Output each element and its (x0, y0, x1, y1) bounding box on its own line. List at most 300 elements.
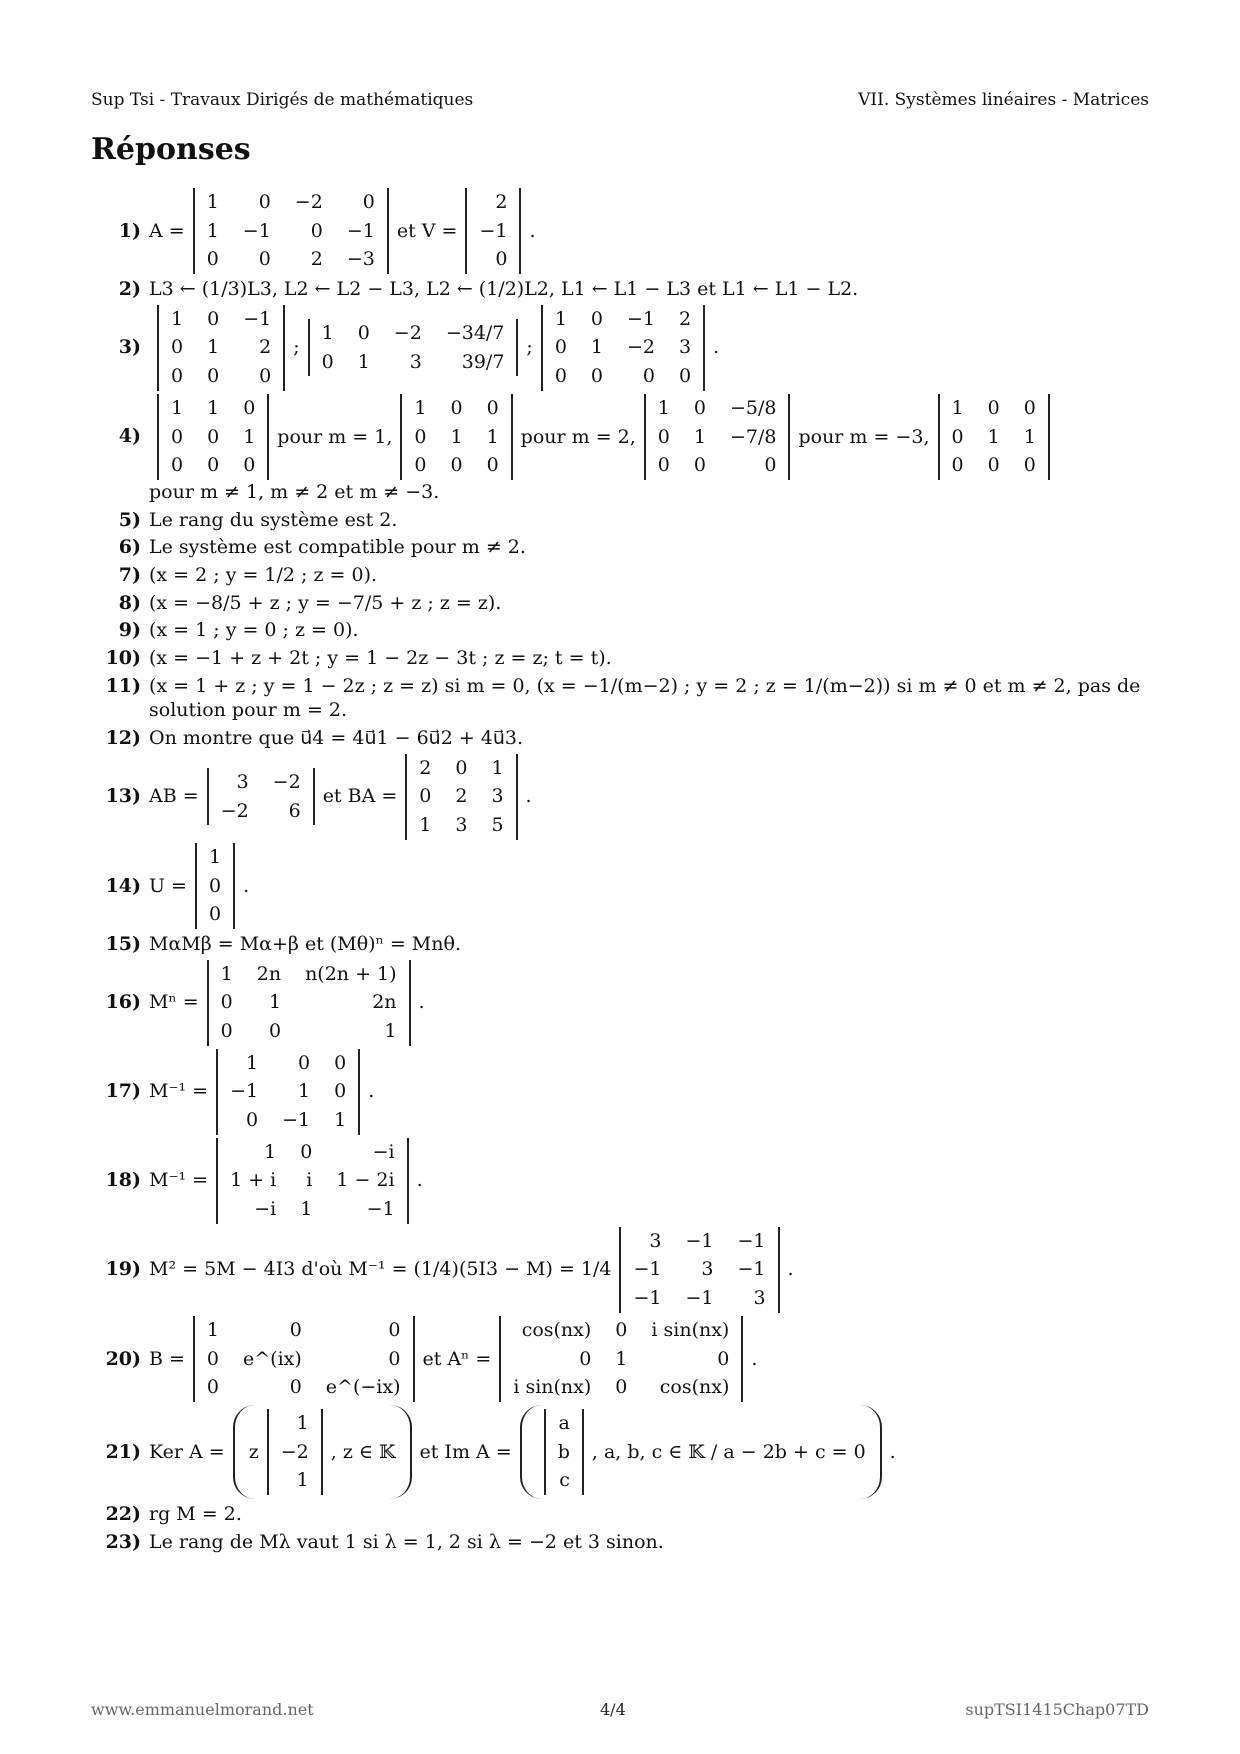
matrix-row (645, 394, 790, 423)
answer-13 (91, 754, 1149, 840)
matrix-cell: 0 (951, 425, 964, 448)
matrix-row (401, 394, 511, 423)
answer-23 (91, 1530, 1149, 1555)
answer-text: M² = 5M − 4I3 d'où M⁻¹ = (1/4)(5I3 − M) = 1/4 (149, 1258, 612, 1281)
footer-reference: supTSI1415Chap07TD (965, 1700, 1149, 1719)
matrix-cell: −1 (479, 219, 508, 242)
answer-number: 8) (118, 591, 141, 614)
matrix-row (268, 1438, 322, 1467)
matrix (499, 1316, 743, 1402)
matrix-cell: 0 (657, 454, 670, 477)
answer-number: 9) (118, 619, 141, 642)
matrix-cell: 1 (491, 756, 504, 779)
matrix-cell: 1 + i (230, 1169, 277, 1192)
matrix-row (217, 1166, 408, 1195)
matrix-cell: 0 (486, 396, 499, 419)
answer-7 (91, 563, 1149, 588)
matrix-cell: −1 (685, 1229, 714, 1252)
matrix-cell: 1 (554, 307, 567, 330)
matrix-row (466, 217, 520, 246)
answer-text: et Aⁿ = (422, 1347, 492, 1370)
matrix-row (939, 394, 1049, 423)
matrix-row (545, 1409, 583, 1438)
matrix-cell: −1 (242, 219, 271, 242)
answer-text: pour m ≠ 1, m ≠ 2 et m ≠ −3. (149, 480, 440, 503)
matrix (157, 305, 285, 391)
matrix (195, 843, 235, 929)
matrix-cell: 0 (206, 1376, 220, 1399)
matrix-cell: 0 (1023, 454, 1036, 477)
matrix-cell: −i (254, 1198, 277, 1221)
matrix-cell: 1 (419, 814, 432, 837)
matrix-cell: 3 (409, 350, 422, 373)
matrix-row (500, 1373, 742, 1402)
answer-14 (91, 843, 1149, 929)
matrix-cell: −1 (243, 307, 272, 330)
answer-number: 10) (105, 647, 141, 669)
matrix-cell: −34/7 (445, 322, 505, 345)
matrix-cell: 0 (362, 191, 375, 213)
answers-list (91, 185, 1149, 1557)
matrix-cell: 1 − 2i (336, 1169, 395, 1192)
answer-text: A = (149, 219, 185, 242)
matrix-row (545, 1466, 583, 1495)
answer-number: 21) (105, 1440, 141, 1463)
matrix-cell: −5/8 (729, 396, 777, 419)
answer-1 (91, 188, 1149, 274)
answer-text: et V = (396, 219, 458, 242)
matrix-cell: 1 (171, 307, 184, 330)
matrix-row (158, 423, 268, 452)
answer-text: , a, b, c ∈ 𝕂 / a − 2b + c = 0 (591, 1440, 866, 1463)
matrix-cell: 0 (951, 454, 964, 477)
answer-15 (91, 932, 1149, 957)
matrix-cell: 0 (495, 248, 508, 271)
matrix (405, 754, 517, 840)
matrix-cell: −2 (627, 336, 656, 359)
matrix-cell: −2 (294, 191, 323, 213)
answer-12 (91, 726, 1149, 751)
matrix-cell: 3 (236, 771, 249, 794)
matrix-cell: n(2n + 1) (305, 962, 397, 985)
answer-number: 13) (105, 785, 141, 808)
matrix-row (268, 1466, 322, 1495)
matrix-cell: 2 (310, 248, 323, 271)
set-brace (520, 1405, 882, 1499)
matrix-row (194, 245, 388, 274)
matrix-row (466, 245, 520, 274)
answer-11 (91, 674, 1149, 723)
matrix-row (406, 754, 516, 783)
matrix-cell: cos(nx) (659, 1376, 730, 1399)
matrix-cell: 1 (384, 1019, 397, 1042)
matrix-cell: a (558, 1411, 570, 1434)
matrix-cell: 0 (450, 454, 463, 477)
answer-text: et Im A = (419, 1440, 512, 1463)
matrix-cell: −2 (220, 799, 249, 822)
answer-text: . (243, 874, 250, 897)
answer-text: . (529, 219, 536, 242)
answer-text: (x = −8/5 + z ; y = −7/5 + z ; z = z). (149, 591, 502, 614)
matrix-cell: 3 (701, 1258, 714, 1281)
matrix-cell: 0 (289, 1318, 302, 1341)
matrix-row (466, 188, 520, 217)
matrix-cell: 1 (300, 1198, 313, 1221)
matrix-cell: 0 (987, 454, 1000, 477)
matrix-cell: i (306, 1169, 313, 1192)
answer-10 (91, 646, 1149, 671)
matrix-cell: 0 (657, 425, 670, 448)
answer-text: . (416, 1169, 423, 1192)
matrix-cell: −i (372, 1140, 395, 1163)
matrix-cell: 0 (334, 1051, 347, 1074)
matrix-cell: 0 (258, 248, 271, 271)
matrix-row (309, 319, 518, 348)
set-brace (233, 1405, 412, 1499)
matrix-cell: 0 (300, 1140, 313, 1163)
matrix-cell: 0 (590, 365, 603, 388)
matrix (193, 188, 389, 274)
answer-16 (91, 960, 1149, 1046)
matrix-cell: 0 (289, 1376, 302, 1399)
header-left: Sup Tsi - Travaux Dirigés de mathématiques (91, 90, 474, 110)
matrix-cell: e^(ix) (243, 1347, 302, 1370)
matrix (938, 394, 1050, 480)
matrix-cell: 0 (171, 454, 184, 477)
matrix-cell: 1 (590, 336, 603, 359)
answer-20 (91, 1316, 1149, 1402)
matrix-row (401, 451, 511, 480)
matrix (400, 394, 512, 480)
matrix-cell: 0 (486, 454, 499, 477)
matrix-row (194, 1373, 414, 1402)
matrix-row (500, 1316, 742, 1345)
matrix-cell: 0 (206, 1347, 220, 1370)
answer-number: 6) (118, 536, 141, 559)
matrix-cell: 0 (717, 1347, 730, 1370)
matrix-cell: 0 (455, 756, 468, 779)
matrix-cell: 0 (450, 396, 463, 419)
matrix-cell: −1 (346, 219, 375, 242)
answer-4 (91, 394, 1149, 505)
matrix-cell: b (557, 1440, 570, 1463)
matrix-cell: 1 (450, 425, 463, 448)
answer-text: B = (149, 1347, 185, 1370)
matrix (544, 1409, 584, 1495)
matrix-cell: 1 (693, 425, 706, 448)
answer-3 (91, 305, 1149, 391)
matrix-cell: 0 (388, 1318, 401, 1341)
answer-number: 17) (105, 1080, 141, 1103)
footer-website: www.emmanuelmorand.net (91, 1700, 314, 1719)
matrix-row (542, 305, 704, 334)
answer-text: rg M = 2. (149, 1502, 242, 1525)
answer-text: . (368, 1080, 375, 1103)
matrix-row (268, 1409, 322, 1438)
answer-text: M⁻¹ = (149, 1080, 209, 1103)
matrix-row (620, 1284, 778, 1313)
answer-22 (91, 1502, 1149, 1527)
matrix-cell: −1 (685, 1287, 714, 1310)
answer-6 (91, 535, 1149, 560)
answer-8 (91, 591, 1149, 616)
matrix-cell: −1 (282, 1109, 311, 1131)
matrix-row (645, 423, 790, 452)
matrix-cell: 0 (357, 322, 370, 345)
matrix-cell: 1 (206, 1318, 220, 1341)
page-number: 4/4 (600, 1700, 626, 1719)
matrix-row (208, 988, 410, 1017)
matrix-row (158, 394, 268, 423)
matrix-row (401, 423, 511, 452)
matrix (157, 394, 269, 480)
matrix-cell: i sin(nx) (651, 1318, 730, 1341)
matrix-cell: 1 (414, 396, 427, 419)
header-right: VII. Systèmes linéaires - Matrices (858, 90, 1149, 110)
matrix (216, 1138, 409, 1224)
answer-text: Le système est compatible pour m ≠ 2. (149, 536, 526, 559)
matrix-cell: 0 (207, 454, 220, 477)
matrix-cell: −1 (737, 1229, 766, 1252)
answer-text: . (751, 1347, 758, 1370)
matrix-cell: 0 (207, 307, 220, 330)
answer-number: 11) (105, 674, 141, 697)
matrix-cell: 3 (491, 785, 504, 808)
matrix-cell: 0 (764, 454, 777, 477)
matrix (541, 305, 705, 391)
answer-number: 12) (105, 727, 141, 750)
answer-text: . (889, 1440, 896, 1463)
matrix-cell: 0 (334, 1080, 347, 1103)
matrix-cell: 1 (357, 350, 370, 373)
matrix-cell: 0 (642, 365, 656, 388)
answer-text: . (418, 991, 425, 1014)
matrix-row (158, 305, 284, 334)
answer-text: Le rang de Mλ vaut 1 si λ = 1, 2 si λ = −2 et 3 sinon. (149, 1530, 664, 1553)
answer-text: pour m = −3, (798, 425, 930, 448)
matrix-cell: 1 (657, 396, 670, 419)
matrix-row (645, 451, 790, 480)
matrix-cell: 2 (419, 756, 432, 779)
matrix-cell: 39/7 (461, 350, 505, 373)
matrix-row (194, 1345, 414, 1374)
matrix-row (208, 1017, 410, 1046)
matrix-cell: 3 (753, 1287, 766, 1310)
matrix-row (939, 451, 1049, 480)
matrix-cell: 0 (220, 991, 233, 1014)
matrix-cell: 0 (615, 1318, 628, 1341)
answer-text: . (525, 785, 532, 808)
answer-number: 14) (105, 874, 141, 897)
matrix-cell: 0 (321, 350, 334, 373)
matrix-cell: 3 (455, 814, 468, 837)
answer-2 (91, 277, 1149, 302)
matrix-cell: 1 (615, 1347, 628, 1370)
matrix-cell: 0 (554, 336, 567, 359)
answer-18 (91, 1138, 1149, 1224)
answer-number: 4) (118, 424, 141, 447)
matrix-cell: 1 (268, 991, 282, 1014)
matrix-cell: 0 (388, 1347, 401, 1370)
matrix-cell: 1 (321, 322, 334, 345)
matrix (308, 319, 519, 376)
matrix (267, 1409, 323, 1495)
answer-text: MαMβ = Mα+β et (Mθ)ⁿ = Mnθ. (149, 932, 461, 955)
matrix-cell: 0 (207, 425, 220, 448)
matrix-cell: 0 (310, 219, 323, 242)
matrix-cell: 0 (298, 1051, 311, 1074)
matrix (465, 188, 521, 274)
matrix-cell: 0 (419, 785, 432, 808)
matrix-row (406, 782, 516, 811)
answer-text: L3 ← (1/3)L3, L2 ← L2 − L3, L2 ← (1/2)L2, L1 ← L1 − L3 et L1 ← L1 − L2. (149, 278, 859, 301)
matrix-cell: 0 (679, 365, 692, 388)
matrix-cell: 0 (207, 365, 220, 388)
matrix-cell: 1 (171, 396, 184, 419)
matrix-row (217, 1077, 359, 1106)
answer-number: 2) (118, 278, 141, 301)
answer-text: (x = 2 ; y = 1/2 ; z = 0). (149, 563, 378, 586)
matrix-cell: −7/8 (729, 425, 777, 448)
answer-text: (x = 1 ; y = 0 ; z = 0). (149, 619, 359, 642)
matrix-cell: cos(nx) (521, 1318, 592, 1341)
matrix-cell: 0 (693, 454, 706, 477)
matrix (207, 768, 315, 825)
matrix-cell: 1 (245, 1051, 259, 1074)
answer-text: . (713, 336, 720, 359)
matrix-row (196, 900, 234, 929)
matrix-row (196, 843, 234, 872)
matrix-row (194, 188, 388, 217)
matrix-cell: 5 (491, 814, 504, 837)
matrix-cell: 1 (296, 1469, 309, 1492)
matrix-cell: 0 (243, 396, 256, 419)
matrix-row (217, 1106, 359, 1135)
matrix-cell: 2n (256, 962, 282, 985)
matrix-cell: 1 (1023, 425, 1036, 448)
matrix-cell: 2 (495, 191, 508, 213)
matrix-cell: 1 (296, 1411, 309, 1434)
matrix-cell: 1 (206, 219, 219, 242)
matrix-cell: −1 (230, 1080, 259, 1103)
answer-number: 16) (105, 991, 141, 1014)
matrix-cell: 0 (414, 425, 427, 448)
matrix-cell: 0 (590, 307, 603, 330)
matrix-cell: 0 (268, 1019, 282, 1042)
matrix-row (158, 333, 284, 362)
matrix-row (620, 1227, 778, 1256)
matrix-cell: 0 (171, 336, 184, 359)
matrix-cell: −2 (393, 322, 422, 345)
matrix-cell: 1 (951, 396, 964, 419)
matrix-cell: 0 (245, 1109, 259, 1131)
answer-21 (91, 1405, 1149, 1499)
answer-text: . (787, 1258, 794, 1281)
answer-text: Le rang du système est 2. (149, 508, 398, 531)
answer-text: ; (293, 336, 300, 359)
matrix-cell: 0 (693, 396, 706, 419)
answer-text: AB = (149, 785, 199, 808)
matrix-row (194, 217, 388, 246)
matrix-row (500, 1345, 742, 1374)
matrix-cell: 1 (220, 962, 233, 985)
answer-text: pour m = 1, (277, 425, 393, 448)
answer-text: , z ∈ 𝕂 (330, 1440, 396, 1463)
matrix-cell: 1 (243, 425, 256, 448)
answer-text: Ker A = (149, 1440, 225, 1463)
matrix (216, 1049, 360, 1135)
answer-number: 20) (105, 1347, 141, 1370)
matrix (207, 960, 411, 1046)
matrix-row (208, 960, 410, 989)
matrix-cell: 2 (259, 336, 272, 359)
matrix-cell: 0 (987, 396, 1000, 419)
matrix-cell: −1 (737, 1258, 766, 1281)
matrix-row (217, 1138, 408, 1167)
matrix-cell: −2 (280, 1440, 309, 1463)
matrix-cell: 0 (243, 454, 256, 477)
matrix-cell: 3 (649, 1229, 662, 1252)
matrix-row (542, 333, 704, 362)
answer-number: 18) (105, 1169, 141, 1192)
matrix-cell: 2n (372, 991, 397, 1014)
matrix-row (542, 362, 704, 391)
matrix (619, 1227, 779, 1313)
matrix-row (309, 348, 518, 377)
matrix-cell: 0 (171, 425, 184, 448)
answer-text: z (248, 1440, 259, 1463)
matrix-cell: 0 (259, 365, 272, 388)
matrix-cell: 0 (171, 365, 184, 388)
matrix-cell: −1 (366, 1198, 395, 1221)
matrix-cell: i sin(nx) (513, 1376, 592, 1399)
answer-text: ; (526, 336, 533, 359)
answer-text: M⁻¹ = (149, 1169, 209, 1192)
matrix-row (406, 811, 516, 840)
matrix-cell: −1 (627, 307, 656, 330)
matrix-cell: 1 (264, 1140, 277, 1163)
matrix-cell: 6 (288, 799, 301, 822)
matrix-row (939, 423, 1049, 452)
matrix-cell: 0 (554, 365, 567, 388)
matrix-cell: −1 (633, 1258, 662, 1281)
answer-number: 23) (105, 1530, 141, 1553)
matrix-cell: 1 (207, 336, 220, 359)
answer-text: U = (149, 874, 187, 897)
matrix-cell: 1 (298, 1080, 311, 1103)
answer-19 (91, 1227, 1149, 1313)
matrix-cell: 2 (679, 307, 692, 330)
matrix-cell: 3 (679, 336, 692, 359)
matrix-row (196, 872, 234, 901)
matrix-cell: c (559, 1469, 570, 1492)
matrix-row (208, 768, 314, 797)
matrix-cell: e^(−ix) (325, 1376, 401, 1399)
matrix-cell: 0 (1023, 396, 1036, 419)
matrix-cell: 0 (579, 1347, 592, 1370)
matrix-row (158, 451, 268, 480)
matrix-row (158, 362, 284, 391)
matrix-cell: −3 (346, 248, 375, 271)
answer-text: Mⁿ = (149, 991, 199, 1014)
matrix-cell: 0 (220, 1019, 233, 1042)
matrix-cell: 1 (208, 845, 222, 868)
answer-text: (x = 1 + z ; y = 1 − 2z ; z = z) si m = 0, (x = −1/(m−2) ; y = 2 ; z = 1/(m−2)) si m ≠ 0 et m ≠ 2, pas de solution pour m = 2. (149, 674, 1141, 722)
answer-number: 3) (118, 336, 141, 359)
matrix-cell: 0 (258, 191, 271, 213)
answer-number: 19) (105, 1258, 141, 1281)
matrix-row (194, 1316, 414, 1345)
